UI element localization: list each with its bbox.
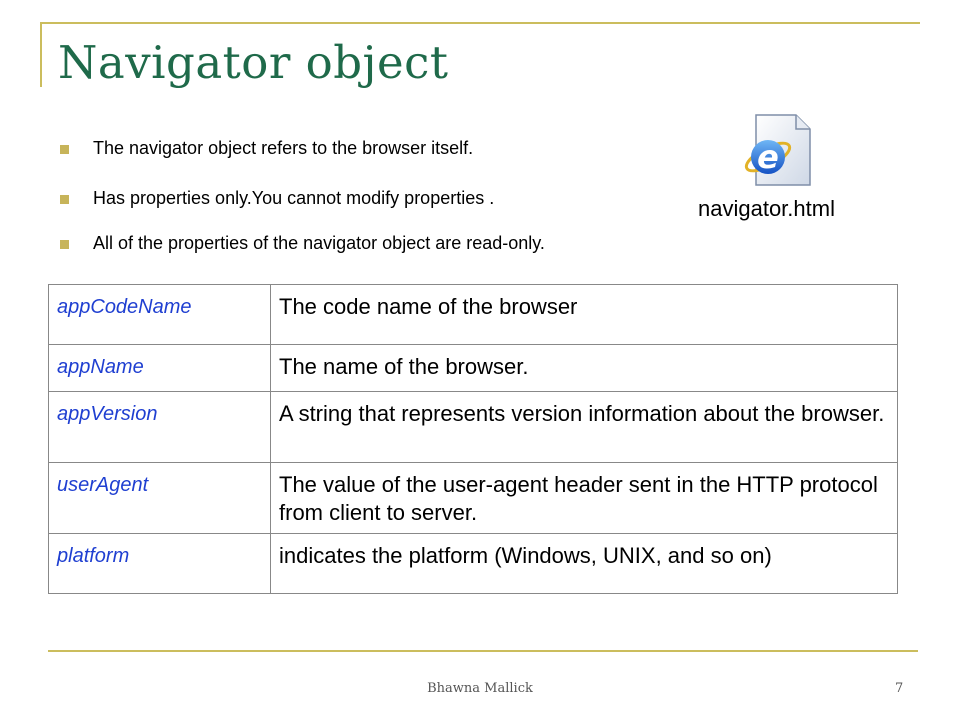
table-row xyxy=(49,534,898,594)
ie-html-file-icon[interactable] xyxy=(738,111,818,191)
property-name: userAgent xyxy=(49,463,271,534)
file-label[interactable]: navigator.html xyxy=(698,196,835,221)
property-name: platform xyxy=(49,534,271,594)
bullet-square-icon xyxy=(60,195,69,204)
slide-frame-bottom-line xyxy=(48,650,918,652)
table-row xyxy=(49,392,898,463)
ie-html-file-icon-graphic xyxy=(738,111,818,191)
property-description: indicates the platform (Windows, UNIX, and so on) xyxy=(271,534,898,594)
property-name: appName xyxy=(49,345,271,392)
property-description: The value of the user-agent header sent in the HTTP protocol from client to server. xyxy=(271,463,898,534)
slide-frame-top-line xyxy=(40,22,920,24)
bullet-text: All of the properties of the navigator object are read-only. xyxy=(93,233,545,253)
table-row xyxy=(49,285,898,345)
properties-table xyxy=(48,284,898,594)
svg-text:e: e xyxy=(757,138,779,176)
property-name: appVersion xyxy=(49,392,271,463)
page-number: 7 xyxy=(895,681,904,696)
table-row xyxy=(49,463,898,534)
footer-author: Bhawna Mallick xyxy=(427,681,533,696)
property-name: appCodeName xyxy=(49,285,271,345)
bullet-square-icon xyxy=(60,240,69,249)
property-description: The name of the browser. xyxy=(271,345,898,392)
property-description: The code name of the browser xyxy=(271,285,898,345)
property-description: A string that represents version information about the browser. xyxy=(271,392,898,463)
bullet-square-icon xyxy=(60,145,69,154)
table-row xyxy=(49,345,898,392)
slide-title: Navigator object xyxy=(58,36,449,89)
slide-frame-left-line xyxy=(40,22,42,87)
bullet-text: The navigator object refers to the browser itself. xyxy=(93,138,474,158)
bullet-text: Has properties only.You cannot modify properties . xyxy=(93,188,495,208)
